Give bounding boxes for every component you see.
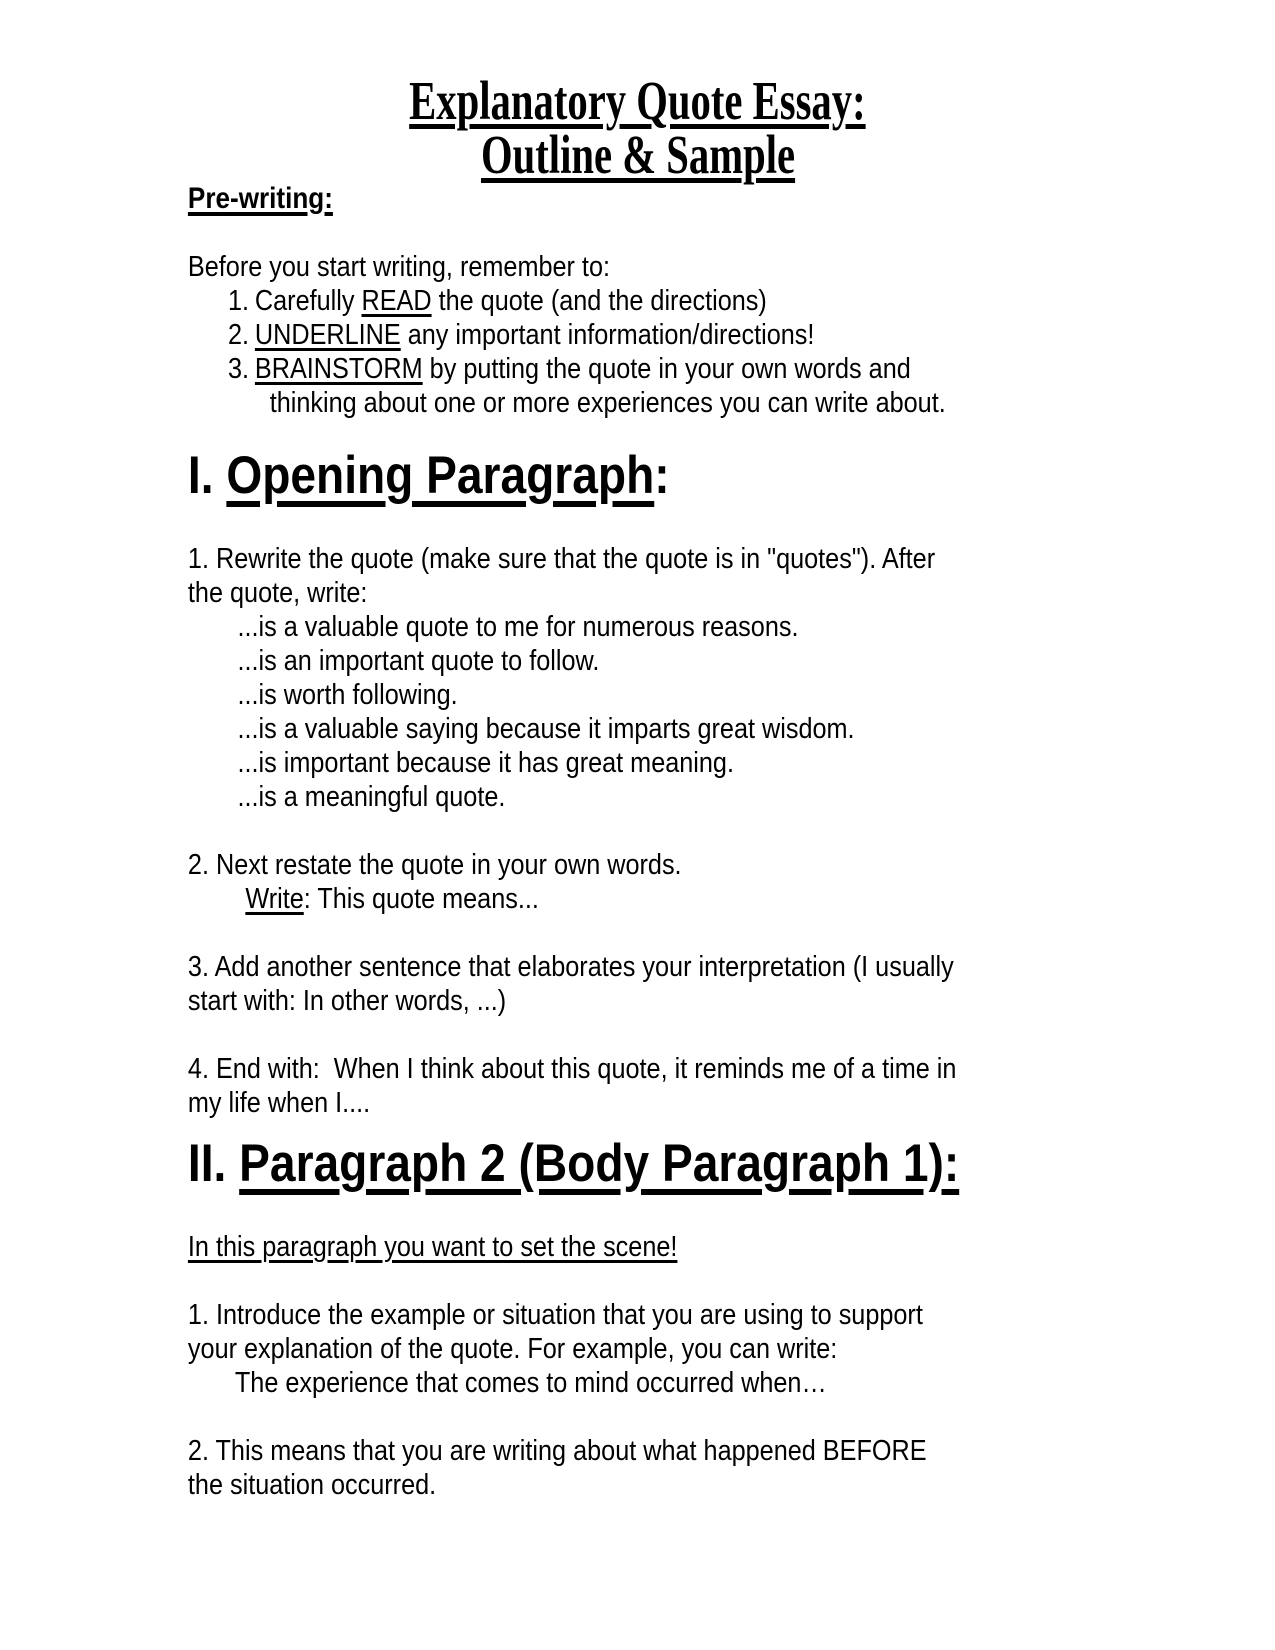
document-title bbox=[0, 0, 1275, 185]
list-number: 2. bbox=[227, 319, 249, 351]
prewriting-intro: Before you start writing, remember to: bbox=[187, 251, 610, 283]
document-title-text-2: Outline & Sample bbox=[480, 124, 795, 185]
section-1-point-1-line-2: the quote, write: bbox=[187, 577, 368, 609]
document-title-text-1: Explanatory Quote Essay: bbox=[409, 70, 866, 131]
list-number: 1. bbox=[227, 285, 249, 317]
section-1-heading-text: Opening Paragraph bbox=[226, 446, 655, 505]
spacer bbox=[0, 508, 1275, 542]
section-2-subheading-text: In this paragraph you want to set the scene! bbox=[187, 1231, 678, 1263]
item-text-underlined: BRAINSTORM bbox=[254, 353, 423, 385]
spacer bbox=[0, 216, 1275, 250]
section-2-point-1-line-1: 1. Introduce the example or situation that you are using to support bbox=[187, 1299, 923, 1331]
quote-option-3: ...is worth following. bbox=[237, 679, 458, 711]
spacer bbox=[0, 1018, 1275, 1052]
section-1-numeral: I. bbox=[187, 446, 227, 505]
section-2-point-2-line-2: the situation occurred. bbox=[187, 1469, 437, 1501]
spacer bbox=[0, 916, 1275, 950]
document-title-line-1 bbox=[0, 70, 1275, 131]
section-1-point-4-line-1: 4. End with: When I think about this quote, it reminds me of a time in bbox=[187, 1053, 957, 1085]
section-2-subheading bbox=[0, 1230, 1275, 1264]
quote-option-6: ...is a meaningful quote. bbox=[237, 781, 506, 813]
prewriting-item-1 bbox=[0, 284, 1275, 318]
prewriting-item-3-continuation: thinking about one or more experiences you can write about. bbox=[269, 387, 946, 419]
prewriting-heading-text: Pre-writing: bbox=[187, 182, 333, 215]
section-1-point-1-line-1: 1. Rewrite the quote (make sure that the quote is in "quotes"). After bbox=[187, 543, 936, 575]
section-2-heading-text: Paragraph 2 (Body Paragraph 1): bbox=[239, 1134, 960, 1193]
spacer bbox=[0, 1400, 1275, 1434]
list-number: 3. bbox=[227, 353, 249, 385]
spacer bbox=[0, 814, 1275, 848]
quote-option-4: ...is a valuable saying because it imparts great wisdom. bbox=[237, 713, 855, 745]
spacer bbox=[0, 1196, 1275, 1230]
item-text-pre: Carefully bbox=[254, 285, 362, 317]
section-2-point-1-example: The experience that comes to mind occurred when… bbox=[234, 1367, 827, 1399]
quote-option-1: ...is a valuable quote to me for numerous reasons. bbox=[237, 611, 799, 643]
document-title-line-2 bbox=[0, 124, 1275, 185]
item-text-post: any important information/directions! bbox=[400, 319, 815, 351]
spacer bbox=[0, 1264, 1275, 1298]
section-1-point-3-line-1: 3. Add another sentence that elaborates your interpretation (I usually bbox=[187, 951, 954, 983]
section-2-point-2-line-1: 2. This means that you are writing about what happened BEFORE bbox=[187, 1435, 927, 1467]
write-label: Write bbox=[245, 883, 304, 915]
section-1-heading bbox=[0, 444, 1275, 508]
write-rest: : This quote means... bbox=[303, 883, 539, 915]
prewriting-item-2 bbox=[0, 318, 1275, 352]
prewriting-item-3 bbox=[0, 352, 1275, 386]
item-text-post: by putting the quote in your own words and bbox=[422, 353, 911, 385]
item-text-post: the quote (and the directions) bbox=[431, 285, 767, 317]
section-2-numeral: II. bbox=[187, 1134, 240, 1193]
section-1-point-3-line-2: start with: In other words, ...) bbox=[187, 985, 507, 1017]
section-2-heading bbox=[0, 1132, 1275, 1196]
section-2-point-1-line-2: your explanation of the quote. For example, you can write: bbox=[187, 1333, 838, 1365]
item-text-underlined: UNDERLINE bbox=[254, 319, 401, 351]
section-1-point-4-line-2: my life when I.... bbox=[187, 1087, 371, 1119]
quote-option-5: ...is important because it has great meaning. bbox=[237, 747, 734, 779]
section-1-point-2: 2. Next restate the quote in your own words. bbox=[187, 849, 682, 881]
section-1-point-2-write-line bbox=[0, 882, 1275, 916]
item-text-underlined: READ bbox=[361, 285, 432, 317]
prewriting-heading bbox=[0, 182, 1275, 216]
quote-option-2: ...is an important quote to follow. bbox=[237, 645, 600, 677]
section-1-heading-colon: : bbox=[654, 446, 670, 505]
